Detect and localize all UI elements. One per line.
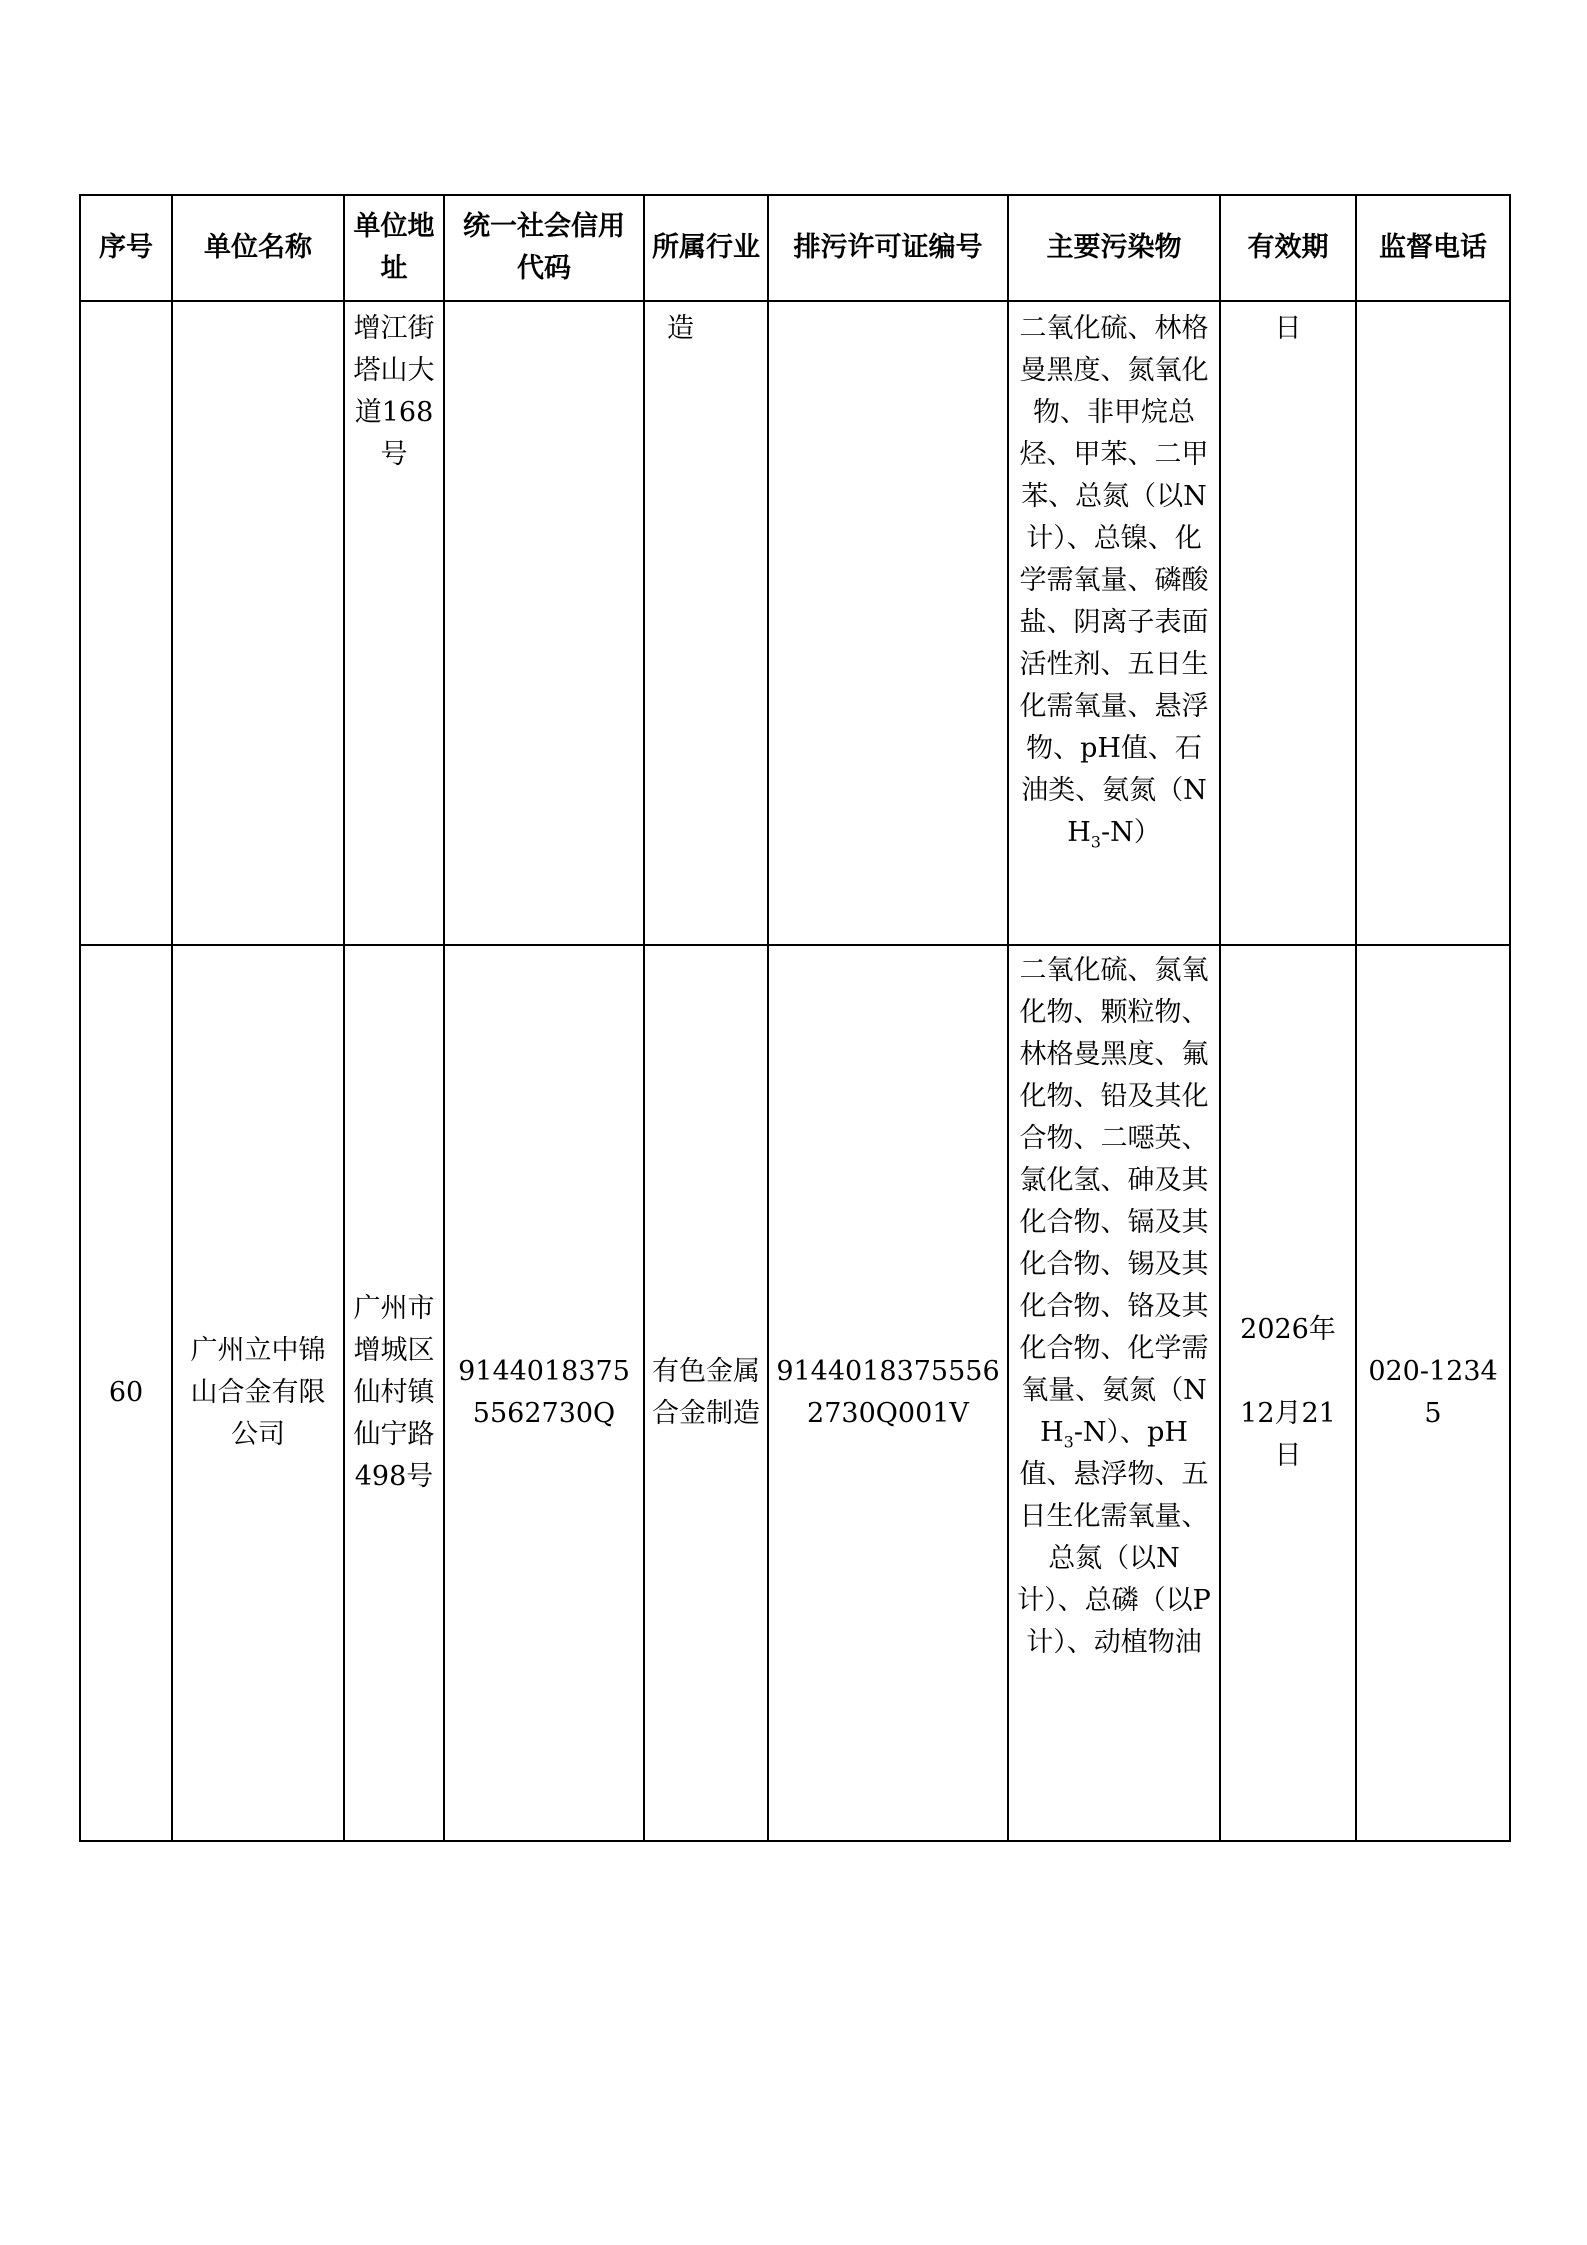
nh3-prefix: （NH [1067, 775, 1207, 848]
cell-credit-code: 91440183755562730Q [444, 945, 644, 1841]
cell-pollutants [1008, 301, 1220, 945]
cell-validity [1220, 945, 1356, 1841]
cell-phone [1356, 301, 1510, 945]
validity-year: 2026年 [1240, 1314, 1336, 1345]
table-row [80, 301, 1510, 945]
permit-table [79, 194, 1511, 1842]
header-address: 单位地址 [344, 195, 444, 301]
header-validity: 有效期 [1220, 195, 1356, 301]
cell-pollutants [1008, 945, 1220, 1841]
header-pollutants: 主要污染物 [1008, 195, 1220, 301]
cell-validity: 日 [1220, 301, 1356, 945]
cell-phone: 020-12345 [1356, 945, 1510, 1841]
header-row [80, 195, 1510, 301]
nh3-subscript: 3 [1063, 1432, 1074, 1452]
header-credit-code: 统一社会信用代码 [444, 195, 644, 301]
header-phone: 监督电话 [1356, 195, 1510, 301]
header-permit-no: 排污许可证编号 [768, 195, 1008, 301]
industry-text: 造 [667, 313, 694, 344]
header-seq: 序号 [80, 195, 172, 301]
header-industry: 所属行业 [644, 195, 768, 301]
cell-industry [644, 301, 768, 945]
nh3-subscript: 3 [1090, 832, 1101, 852]
cell-name [172, 301, 344, 945]
cell-permit-no: 91440183755562730Q001V [768, 945, 1008, 1841]
cell-seq: 60 [80, 945, 172, 1841]
cell-seq [80, 301, 172, 945]
pollutants-text-part1: 二氧化硫、氮氧化物、颗粒物、林格曼黑度、氟化物、铅及其化合物、二噁英、氯化氢、砷及其化合物、镉及其化合物、锡及其化合物、铬及其化合物、化学需氧量、氨氮 [1019, 955, 1209, 1406]
cell-permit-no [768, 301, 1008, 945]
cell-industry: 有色金属合金制造 [644, 945, 768, 1841]
pollutants-text: 二氧化硫、林格曼黑度、氮氧化物、非甲烷总烃、甲苯、二甲苯、总氮（以N计）、总镍、化学需氧量、磷酸盐、阴离子表面活性剂、五日生化需氧量、悬浮物、pH值、石油类、氨氮 [1019, 313, 1209, 806]
validity-date: 12月21日 [1240, 1398, 1336, 1471]
header-name: 单位名称 [172, 195, 344, 301]
nh3-suffix: -N） [1100, 817, 1161, 848]
cell-name: 广州立中锦山合金有限公司 [172, 945, 344, 1841]
nh3-prefix: （NH [1040, 1375, 1207, 1448]
cell-address: 广州市增城区仙村镇仙宁路498号 [344, 945, 444, 1841]
pollutants-text-part2: pH值、悬浮物、五日生化需氧量、总氮（以N计）、总磷（以P计）、动植物油 [1017, 1417, 1211, 1658]
cell-credit-code [444, 301, 644, 945]
nh3-suffix: -N）、 [1073, 1417, 1148, 1448]
table-row [80, 945, 1510, 1841]
cell-address: 增江街塔山大道168号 [344, 301, 444, 945]
